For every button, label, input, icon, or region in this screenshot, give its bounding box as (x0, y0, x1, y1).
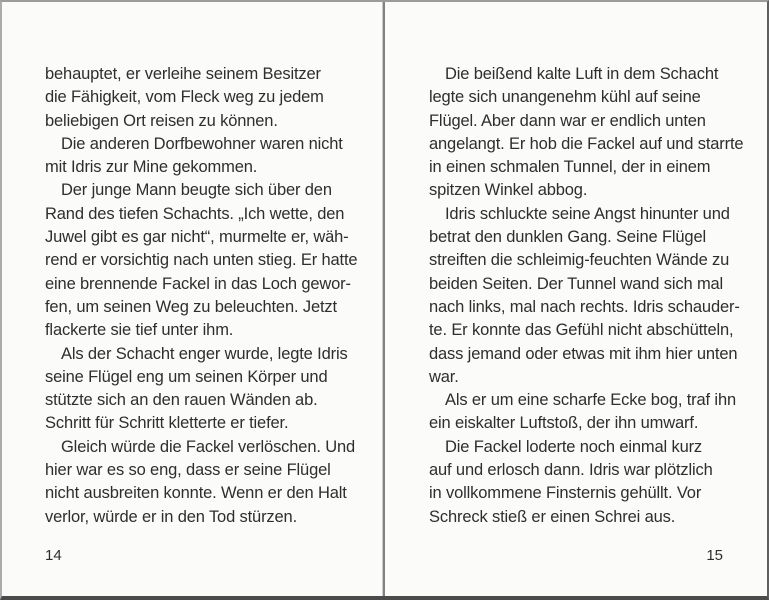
text-line: Die anderen Dorfbewohner waren nicht (61, 134, 343, 153)
text-line: Die Fackel loderte noch einmal kurz (445, 437, 703, 456)
text-line: beliebigen Ort reisen zu können. (45, 111, 278, 130)
text-line: seine Flügel eng um seinen Körper und (45, 367, 328, 386)
text-line: Die beißend kalte Luft in dem Schacht (445, 65, 719, 83)
text-line: beiden Seiten. Der Tunnel wand sich mal (429, 274, 724, 293)
text-line: dass jemand oder etwas mit ihm hier unten (429, 344, 738, 363)
text-line: war. (429, 367, 459, 386)
text-line: stützte sich an den rauen Wänden ab. (45, 391, 318, 410)
page-right-text-block (429, 63, 743, 529)
text-line: rend er vorsichtig nach unten stieg. Er hatte (45, 251, 358, 270)
text-line: legte sich unangenehm kühl auf seine (429, 88, 701, 107)
text-line: flackerte sie tief unter ihm. (45, 321, 234, 340)
text-line: hier war es so eng, dass er seine Flügel (45, 461, 331, 480)
text-line: te. Er konnte das Gefühl nicht abschütteln, (429, 321, 734, 340)
text-line: Juwel gibt es gar nicht“, murmelte er, wäh- (45, 228, 349, 247)
text-line: Als der Schacht enger wurde, legte Idris (61, 344, 348, 363)
text-line: behauptet, er verleihe seinem Besitzer (45, 65, 321, 83)
text-line: Rand des tiefen Schachts. „Ich wette, den (45, 204, 345, 223)
text-line: eine brennende Fackel in das Loch gewor- (45, 274, 351, 293)
text-line: betrat den dunklen Gang. Seine Flügel (429, 228, 706, 247)
text-line: Flügel. Aber dann war er endlich unten (429, 111, 706, 130)
text-line: Schritt für Schritt kletterte er tiefer. (45, 414, 289, 433)
page-left-text-block (45, 63, 357, 529)
text-line: verlor, würde er in den Tod stürzen. (45, 507, 298, 526)
text-line: spitzen Winkel abbog. (429, 181, 588, 200)
text-line: Schreck stieß er einen Schrei aus. (429, 507, 676, 526)
text-line: fen, um seinen Weg zu beleuchten. Jetzt (45, 297, 337, 316)
text-line: angelangt. Er hob die Fackel auf und starrte (429, 134, 744, 153)
text-line: auf und erlosch dann. Idris war plötzlich (429, 461, 713, 480)
text-line: nicht ausbreiten konnte. Wenn er den Halt (45, 484, 347, 503)
text-line: nach links, mal nach rechts. Idris schauder- (429, 297, 740, 316)
text-line: in vollkommene Finsternis gehüllt. Vor (429, 484, 702, 503)
text-line: Gleich würde die Fackel verlöschen. Und (61, 437, 356, 456)
text-line: Als er um eine scharfe Ecke bog, traf ihn (445, 391, 736, 410)
text-line: die Fähigkeit, vom Fleck weg zu jedem (45, 88, 324, 107)
page-number-right: 15 (706, 547, 723, 564)
text-line: in einen schmalen Tunnel, der in einem (429, 158, 711, 177)
text-line: Idris schluckte seine Angst hinunter und (445, 204, 730, 223)
page-number-left: 14 (45, 547, 62, 564)
text-line: mit Idris zur Mine gekommen. (45, 158, 258, 177)
page-right (385, 2, 767, 596)
text-line: Der junge Mann beugte sich über den (61, 181, 332, 200)
text-line: ein eiskalter Luftstoß, der ihn umwarf. (429, 414, 699, 433)
page-left (2, 2, 383, 596)
text-line: streiften die schleimig-feuchten Wände zu (429, 251, 730, 270)
